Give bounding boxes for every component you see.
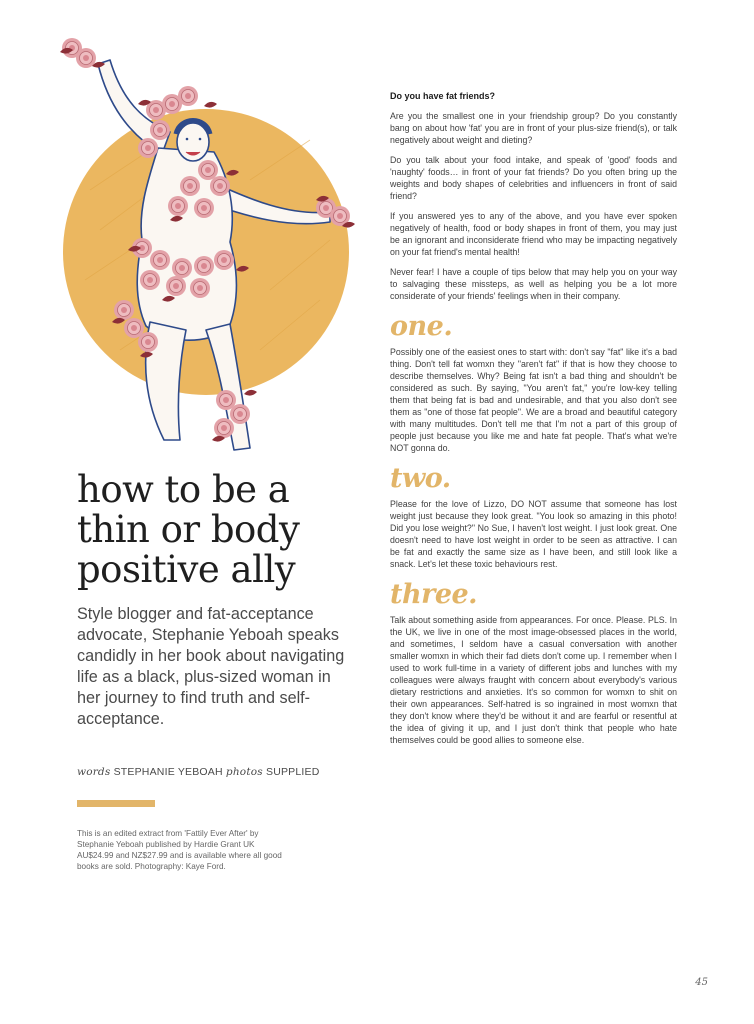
tip-body-three: Talk about something aside from appearances. For once. Please. PLS. In the UK, we live in one of the most image-obsessed places in the world, and sometimes, I seldom have a casual conversation with another smaller womxn in which their fad diets don't come up. I remember when I used to work full-time in a variety of different jobs and lunches with my colleagues were always fraught with concern about everybody's various dietary restrictions and anxieties. It's so common for womxn to shit on their own appearances. Self-hatred is so ingrained in most womxn that they don't know where they'd be without it and are fearful or resentful at the idea of giving it up, and I just don't think that people who hate themselves could be good allies to someone else.: [390, 615, 677, 745]
tip-heading-three: three.: [390, 579, 478, 610]
tip-body-one: Possibly one of the easiest ones to start with: don't say "fat" like it's a bad thing. Don't tell fat womxn they "aren't fat" if that is how they choose to describe themselves. Why? Being fat isn't a bad thing and shouldn't be considered as such. By saying, "You aren't fat," you're low-key telling them that being fat is bad and undesirable, and that you also don't see them as "one of those fat people". We are a broad and beautiful category with many multitudes. Don't tell me that I'm not a part of this group of people just because you like me and hate fat people. That's what we're NOT gonna do.: [390, 347, 677, 453]
page-title: [77, 470, 377, 590]
title-line-2: thin or body: [77, 508, 300, 551]
standfirst: Style blogger and fat-acceptance advocate, Stephanie Yeboah speaks candidly in her book about navigating life as a black, plus-sized woman in her journey to find truth and self-acceptance.: [77, 605, 345, 728]
tip-heading-two: two.: [390, 463, 451, 494]
article-body: [390, 90, 677, 754]
credit-note: This is an edited extract from 'Fattily Ever After' by Stephanie Yeboah published by Hardie Grant UK AU$24.99 and NZ$27.99 and is available where all good books are sold. Photography: Kaye Ford.: [77, 829, 282, 871]
intro-paragraph: Are you the smallest one in your friendship group? Do you constantly bang on about how 'fat' you are in front of your plus-size friend(s), or talk negatively about weight and dieting?: [390, 111, 677, 145]
accent-rule: [77, 800, 155, 807]
byline-photos-label: photos: [225, 766, 263, 778]
byline-words-label: words: [77, 766, 111, 778]
title-line-3: positive ally: [77, 548, 296, 591]
intro-paragraph: Do you talk about your food intake, and speak of 'good' foods and 'naughty' foods… in front of your fat friends? Do you often bring up the weights and body shapes of celebrities and influencers in front of said friend?: [390, 155, 677, 201]
intro-paragraph: If you answered yes to any of the above, and you have ever spoken negatively of health, food or body shapes in front of them, you may just be an ignorant and inconsiderate friend who may be impacting negatively on your fat friend's mental health!: [390, 211, 677, 257]
title-line-1: how to be a: [77, 468, 290, 511]
tip-body-two: Please for the love of Lizzo, DO NOT assume that someone has lost weight just because they look great. "You look so amazing in this photo! Did you lose weight?" No Sue, I haven't lost weight. I just look great. One doesn't need to have lost weight in order to be seen as attractive. I can be fat and exactly the same size as I have been, and still look like a snack. Let's let these toxic behaviours rest.: [390, 499, 677, 569]
illustration-woman-with-flowers: [30, 30, 360, 500]
byline-photos-credit: SUPPLIED: [265, 766, 320, 778]
intro-paragraph: Never fear! I have a couple of tips below that may help you on your way to salvaging these missteps, as well as helping you be a lot more considerate of your friends' feelings when in their company.: [390, 267, 677, 301]
tip-heading-one: one.: [390, 311, 453, 342]
byline: [77, 766, 357, 778]
byline-author: STEPHANIE YEBOAH: [113, 766, 223, 778]
section-question: Do you have fat friends?: [390, 91, 496, 101]
page-number: 45: [695, 977, 708, 988]
